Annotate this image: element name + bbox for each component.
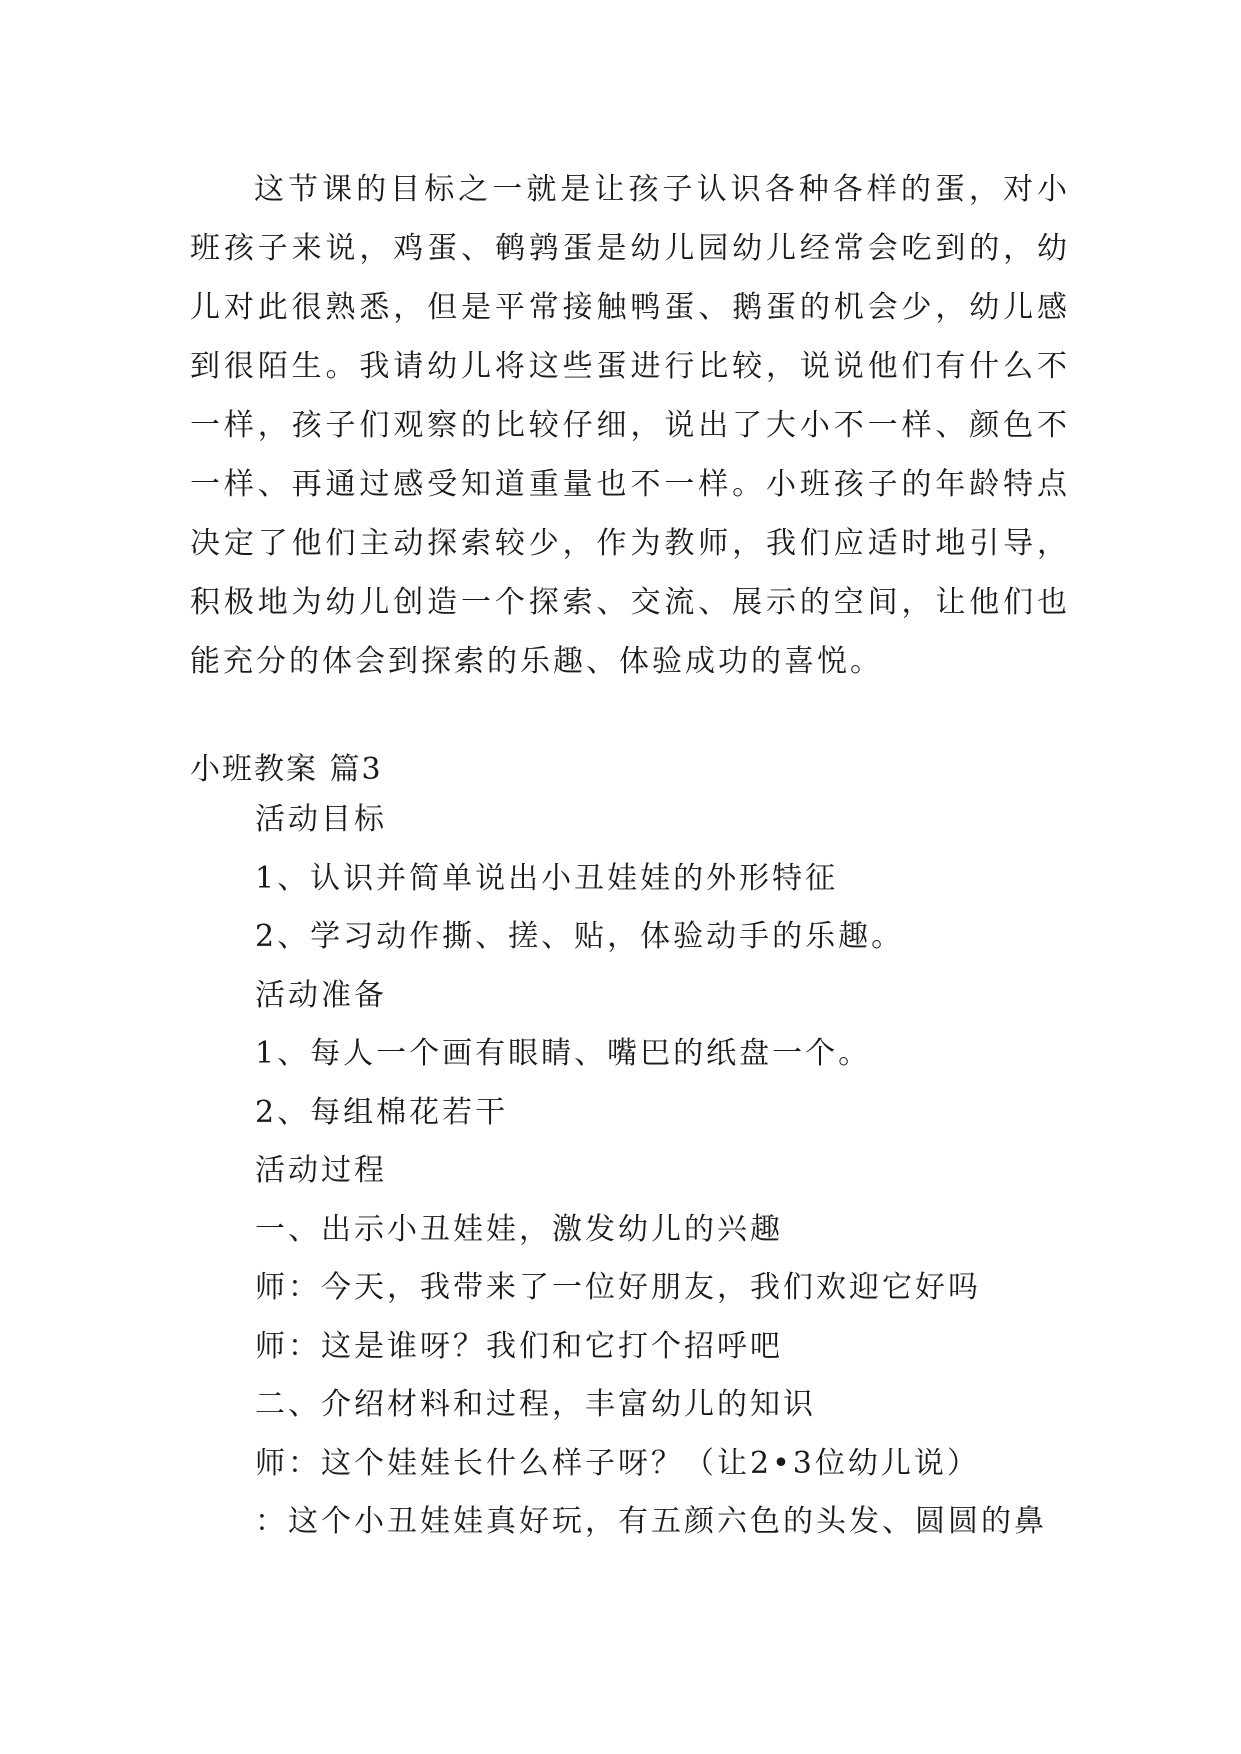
text-line: 1、认识并简单说出小丑娃娃的外形特征 bbox=[255, 860, 839, 896]
text-line: ：这个小丑娃娃真好玩，有五颜六色的头发、圆圆的鼻 bbox=[255, 1504, 1047, 1539]
text-line: 活动过程 bbox=[255, 1153, 387, 1188]
text-line: 活动准备 bbox=[255, 977, 387, 1013]
text-line: 1、每人一个画有眼睛、嘴巴的纸盘一个。 bbox=[255, 1036, 872, 1071]
text-line: 活动目标 bbox=[255, 802, 387, 837]
text-line: 2、学习动作撕、搓、贴，体验动手的乐趣。 bbox=[255, 919, 905, 954]
section-heading: 小班教案 篇3 bbox=[190, 752, 383, 787]
body-paragraph: 这节课的目标之一就是让孩子认识各种各样的蛋，对小班孩子来说，鸡蛋、鹌鹑蛋是幼儿园幼儿经常会吃到的，幼儿对此很熟悉，但是平常接触鸭蛋、鹅蛋的机会少，幼儿感到很陌生。我请幼儿将这些蛋进行比较，说说他们有什么不一样，孩子们观察的比较仔细，说出了大小不一样、颜色不一样、再通过感受知道重量也不一样。小班孩子的年龄特点决定了他们主动探索较少，作为教师，我们应适时地引导，积极地为幼儿创造一个探索、交流、展示的空间，让他们也能充分的体会到探索的乐趣、体验成功的喜悦。 bbox=[190, 172, 1070, 679]
text-line: 师：这个娃娃长什么样子呀？（让2•3位幼儿说） bbox=[255, 1445, 980, 1481]
text-line: 一、出示小丑娃娃，激发幼儿的兴趣 bbox=[255, 1211, 783, 1247]
text-line: 2、每组棉花若干 bbox=[255, 1094, 509, 1130]
text-line: 二、介绍材料和过程，丰富幼儿的知识 bbox=[255, 1387, 816, 1422]
lesson-plan-lines bbox=[255, 800, 1115, 1561]
text-line: 师：今天，我带来了一位好朋友，我们欢迎它好吗 bbox=[255, 1270, 981, 1305]
text-line: 师：这是谁呀？我们和它打个招呼吧 bbox=[255, 1328, 783, 1364]
